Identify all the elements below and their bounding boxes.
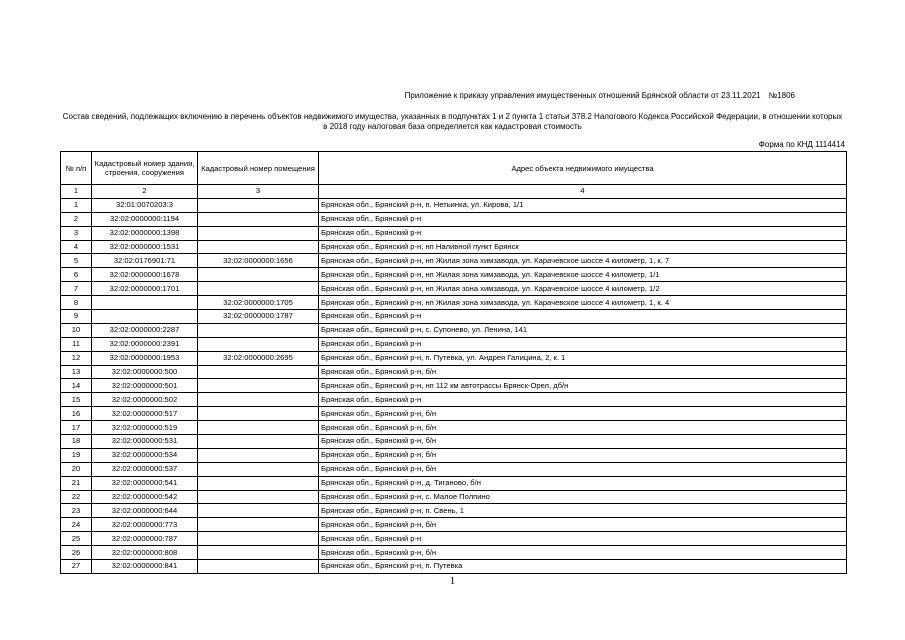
row-number: 24 bbox=[61, 518, 92, 532]
address: Брянская обл., Брянский р-н, нп Жилая зона химзавода, ул. Карачевское шоссе 4 километр, 1, к. 4 bbox=[319, 296, 847, 310]
row-number: 3 bbox=[61, 226, 92, 240]
table-row bbox=[61, 240, 847, 254]
row-number: 8 bbox=[61, 296, 92, 310]
table-row bbox=[61, 323, 847, 337]
building-cadastral-number: 32:02:0000000:519 bbox=[92, 421, 198, 435]
row-number: 23 bbox=[61, 504, 92, 518]
table-row bbox=[61, 393, 847, 407]
building-cadastral-number: 32:02:0000000:542 bbox=[92, 490, 198, 504]
premise-cadastral-number bbox=[198, 504, 319, 518]
building-cadastral-number: 32:02:0000000:541 bbox=[92, 476, 198, 490]
table-row bbox=[61, 379, 847, 393]
row-number: 6 bbox=[61, 268, 92, 282]
premise-cadastral-number bbox=[198, 323, 319, 337]
table-row bbox=[61, 546, 847, 560]
building-cadastral-number: 32:02:0000000:1398 bbox=[92, 226, 198, 240]
building-cadastral-number: 32:02:0000000:787 bbox=[92, 532, 198, 546]
row-number: 1 bbox=[61, 198, 92, 212]
table-row bbox=[61, 296, 847, 310]
table-row bbox=[61, 490, 847, 504]
address: Брянская обл., Брянский р-н bbox=[319, 310, 847, 324]
address: Брянская обл., Брянский р-н, нп Жилая зона химзавода, ул. Карачевское шоссе 4 километр, 1/2 bbox=[319, 282, 847, 296]
col-number-2: 2 bbox=[92, 185, 198, 199]
premise-cadastral-number bbox=[198, 379, 319, 393]
address: Брянская обл., Брянский р-н bbox=[319, 226, 847, 240]
table-column-numbers-row bbox=[61, 185, 847, 199]
table-row bbox=[61, 407, 847, 421]
address: Брянская обл., Брянский р-н, б/н bbox=[319, 435, 847, 449]
table-row bbox=[61, 198, 847, 212]
address: Брянская обл., Брянский р-н, нп 112 км автотрассы Брянск-Орел, дб/н bbox=[319, 379, 847, 393]
appendix-text: Приложение к приказу управления имущественных отношений Брянской области от 23.11.2021 bbox=[404, 91, 761, 100]
premise-cadastral-number: 32:02:0000000:2695 bbox=[198, 351, 319, 365]
building-cadastral-number: 32:02:0176901:71 bbox=[92, 254, 198, 268]
premise-cadastral-number bbox=[198, 532, 319, 546]
address: Брянская обл., Брянский р-н, б/н bbox=[319, 407, 847, 421]
page-number: 1 bbox=[449, 575, 456, 587]
address: Брянская обл., Брянский р-н, б/н bbox=[319, 518, 847, 532]
table-row bbox=[61, 518, 847, 532]
premise-cadastral-number bbox=[198, 282, 319, 296]
premise-cadastral-number bbox=[198, 435, 319, 449]
address: Брянская обл., Брянский р-н, п. Путевка, ул. Андрея Галицина, 2, к. 1 bbox=[319, 351, 847, 365]
premise-cadastral-number bbox=[198, 393, 319, 407]
address: Брянская обл., Брянский р-н, п. Свень, 1 bbox=[319, 504, 847, 518]
row-number: 10 bbox=[61, 323, 92, 337]
premise-cadastral-number: 32:02:0000000:1705 bbox=[198, 296, 319, 310]
address: Брянская обл., Брянский р-н, б/н bbox=[319, 546, 847, 560]
table-row bbox=[61, 504, 847, 518]
row-number: 15 bbox=[61, 393, 92, 407]
col-header-number: № п/п bbox=[61, 152, 92, 185]
address: Брянская обл., Брянский р-н bbox=[319, 337, 847, 351]
row-number: 22 bbox=[61, 490, 92, 504]
address: Брянская обл., Брянский р-н, б/н bbox=[319, 448, 847, 462]
table-row bbox=[61, 448, 847, 462]
row-number: 7 bbox=[61, 282, 92, 296]
table-row bbox=[61, 310, 847, 324]
table-row bbox=[61, 337, 847, 351]
order-number: №1806 bbox=[768, 91, 795, 100]
premise-cadastral-number bbox=[198, 268, 319, 282]
table-body bbox=[61, 198, 847, 573]
premise-cadastral-number bbox=[198, 448, 319, 462]
row-number: 21 bbox=[61, 476, 92, 490]
premise-cadastral-number bbox=[198, 490, 319, 504]
address: Брянская обл., Брянский р-н bbox=[319, 393, 847, 407]
address: Брянская обл., Брянский р-н, нп Жилая зона химзавода, ул. Карачевское шоссе 4 километр, 1, к. 7 bbox=[319, 254, 847, 268]
col-number-3: 3 bbox=[198, 185, 319, 199]
building-cadastral-number: 32:02:0000000:1678 bbox=[92, 268, 198, 282]
building-cadastral-number: 32:02:0000000:2391 bbox=[92, 337, 198, 351]
address: Брянская обл., Брянский р-н, б/н bbox=[319, 365, 847, 379]
table-row bbox=[61, 268, 847, 282]
building-cadastral-number: 32:02:0000000:1953 bbox=[92, 351, 198, 365]
address: Брянская обл., Брянский р-н, б/н bbox=[319, 462, 847, 476]
building-cadastral-number: 32:02:0000000:1701 bbox=[92, 282, 198, 296]
building-cadastral-number: 32:02:0000000:841 bbox=[92, 560, 198, 574]
building-cadastral-number: 32:02:0000000:1194 bbox=[92, 212, 198, 226]
row-number: 18 bbox=[61, 435, 92, 449]
premise-cadastral-number bbox=[198, 476, 319, 490]
table-row bbox=[61, 226, 847, 240]
table-row bbox=[61, 365, 847, 379]
table-row bbox=[61, 212, 847, 226]
address: Брянская обл., Брянский р-н, д. Тиганово, б/н bbox=[319, 476, 847, 490]
row-number: 13 bbox=[61, 365, 92, 379]
table-row bbox=[61, 254, 847, 268]
row-number: 2 bbox=[61, 212, 92, 226]
row-number: 16 bbox=[61, 407, 92, 421]
row-number: 27 bbox=[61, 560, 92, 574]
address: Брянская обл., Брянский р-н, б/н bbox=[319, 421, 847, 435]
address: Брянская обл., Брянский р-н bbox=[319, 532, 847, 546]
address: Брянская обл., Брянский р-н, нп Жилая зона химзавода, ул. Карачевское шоссе 4 километр, 1/1 bbox=[319, 268, 847, 282]
row-number: 14 bbox=[61, 379, 92, 393]
document-description: Состав сведений, подлежащих включению в перечень объектов недвижимого имущества, указанных в подпунктах 1 и 2 пункта 1 статьи 378.2 Налогового Кодекса Российской Федерации, в отношении которых в 2018 году налоговая база определяется как кадастровая стоимость bbox=[62, 112, 843, 131]
row-number: 4 bbox=[61, 240, 92, 254]
table-row bbox=[61, 421, 847, 435]
premise-cadastral-number bbox=[198, 546, 319, 560]
table-row bbox=[61, 532, 847, 546]
premise-cadastral-number bbox=[198, 337, 319, 351]
building-cadastral-number: 32:02:0000000:534 bbox=[92, 448, 198, 462]
table-header-row bbox=[61, 152, 847, 185]
table-row bbox=[61, 476, 847, 490]
premise-cadastral-number bbox=[198, 518, 319, 532]
row-number: 5 bbox=[61, 254, 92, 268]
row-number: 26 bbox=[61, 546, 92, 560]
address: Брянская обл., Брянский р-н, нп Наливной пункт Брянск bbox=[319, 240, 847, 254]
address: Брянская обл., Брянский р-н, п. Путевка bbox=[319, 560, 847, 574]
building-cadastral-number: 32:02:0000000:2287 bbox=[92, 323, 198, 337]
premise-cadastral-number bbox=[198, 226, 319, 240]
premise-cadastral-number bbox=[198, 462, 319, 476]
building-cadastral-number: 32:02:0000000:808 bbox=[92, 546, 198, 560]
table-row bbox=[61, 435, 847, 449]
row-number: 12 bbox=[61, 351, 92, 365]
row-number: 25 bbox=[61, 532, 92, 546]
address: Брянская обл., Брянский р-н bbox=[319, 212, 847, 226]
row-number: 9 bbox=[61, 310, 92, 324]
appendix-line bbox=[60, 91, 795, 100]
building-cadastral-number: 32:02:0000000:500 bbox=[92, 365, 198, 379]
premise-cadastral-number bbox=[198, 421, 319, 435]
col-header-building-cadastral: Кадастровый номер здания, строения, сооружения bbox=[92, 152, 198, 185]
building-cadastral-number: 32:02:0000000:1531 bbox=[92, 240, 198, 254]
premise-cadastral-number bbox=[198, 365, 319, 379]
col-number-4: 4 bbox=[319, 185, 847, 199]
building-cadastral-number: 32:02:0000000:644 bbox=[92, 504, 198, 518]
building-cadastral-number: 32:02:0000000:773 bbox=[92, 518, 198, 532]
building-cadastral-number: 32:02:0000000:537 bbox=[92, 462, 198, 476]
premise-cadastral-number bbox=[198, 560, 319, 574]
premise-cadastral-number bbox=[198, 240, 319, 254]
property-register-table bbox=[60, 151, 847, 574]
table-row bbox=[61, 560, 847, 574]
col-number-1: 1 bbox=[61, 185, 92, 199]
building-cadastral-number: 32:02:0000000:517 bbox=[92, 407, 198, 421]
address: Брянская обл., Брянский р-н, с. Супонево, ул. Ленина, 141 bbox=[319, 323, 847, 337]
building-cadastral-number: 32:02:0000000:502 bbox=[92, 393, 198, 407]
form-code: Форма по КНД 1114414 bbox=[758, 140, 845, 149]
premise-cadastral-number: 32:02:0000000:1656 bbox=[198, 254, 319, 268]
table-row bbox=[61, 462, 847, 476]
row-number: 20 bbox=[61, 462, 92, 476]
premise-cadastral-number: 32:02:0000000:1787 bbox=[198, 310, 319, 324]
building-cadastral-number: 32:01:0070203:3 bbox=[92, 198, 198, 212]
building-cadastral-number bbox=[92, 310, 198, 324]
address: Брянская обл., Брянский р-н, п. Нетьинка, ул. Кирова, 1/1 bbox=[319, 198, 847, 212]
premise-cadastral-number bbox=[198, 407, 319, 421]
table-row bbox=[61, 351, 847, 365]
building-cadastral-number: 32:02:0000000:501 bbox=[92, 379, 198, 393]
premise-cadastral-number bbox=[198, 198, 319, 212]
address: Брянская обл., Брянский р-н, с. Малое Полпино bbox=[319, 490, 847, 504]
building-cadastral-number: 32:02:0000000:531 bbox=[92, 435, 198, 449]
table-row bbox=[61, 282, 847, 296]
premise-cadastral-number bbox=[198, 212, 319, 226]
building-cadastral-number bbox=[92, 296, 198, 310]
col-header-premise-cadastral: Кадастровый номер помещения bbox=[198, 152, 319, 185]
row-number: 11 bbox=[61, 337, 92, 351]
row-number: 17 bbox=[61, 421, 92, 435]
row-number: 19 bbox=[61, 448, 92, 462]
col-header-address: Адрес объекта недвижимого имущества bbox=[319, 152, 847, 185]
